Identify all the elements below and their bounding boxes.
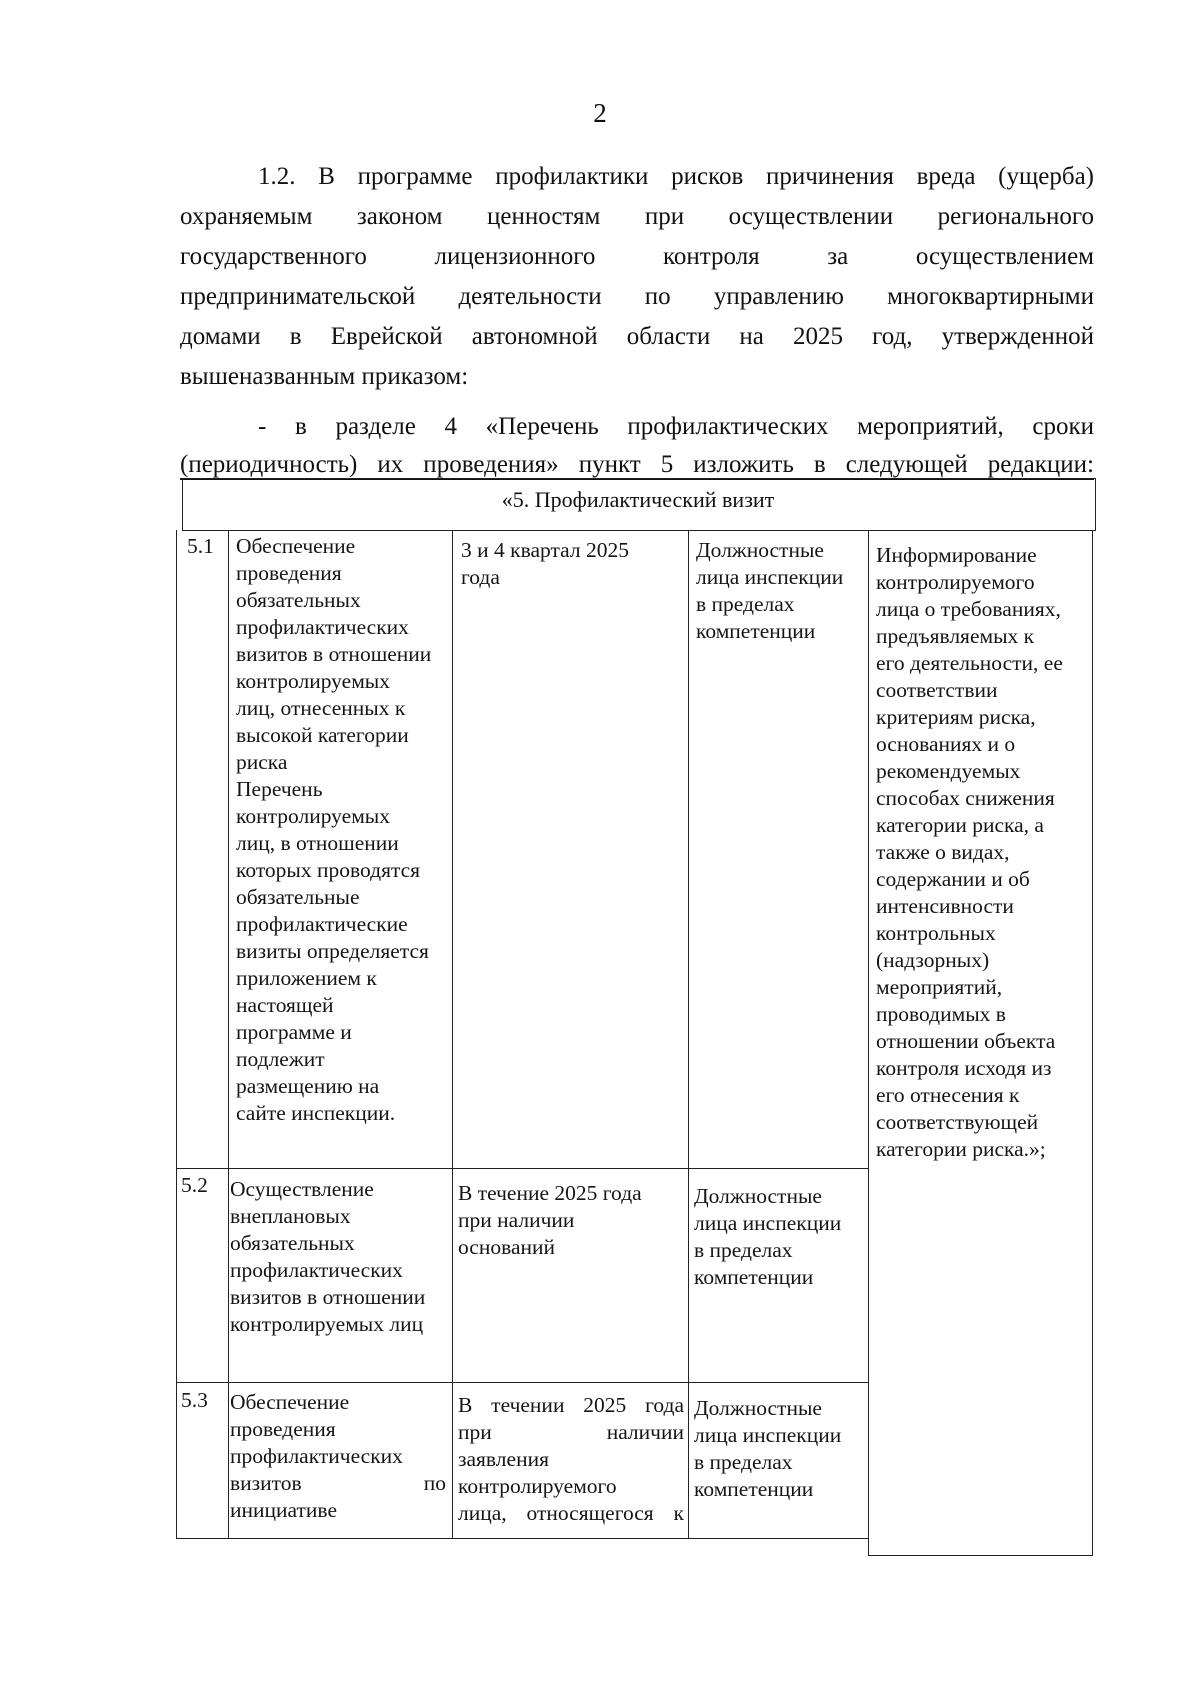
table-border bbox=[176, 1382, 868, 1383]
cell-line: 3 и 4 квартал 2025 bbox=[461, 538, 629, 562]
cell-line: риска bbox=[236, 750, 288, 774]
table-border bbox=[176, 530, 177, 1538]
cell-line: контролируемых bbox=[236, 804, 390, 828]
cell-line: предъявляемых к bbox=[876, 624, 1035, 648]
row-number: 5.3 bbox=[181, 1388, 208, 1412]
cell-line: визиты определяется bbox=[236, 939, 429, 963]
table-border bbox=[228, 530, 229, 1538]
cell-line: визитов по bbox=[230, 1471, 446, 1495]
cell-line: В течении 2025 года bbox=[458, 1393, 684, 1417]
table-border bbox=[176, 1538, 868, 1539]
table-border bbox=[182, 530, 1096, 531]
cell-line: его отнесения к bbox=[876, 1083, 1020, 1107]
cell-line: Осуществление bbox=[230, 1177, 374, 1201]
cell-line: в пределах bbox=[694, 1238, 793, 1262]
table-border bbox=[868, 1555, 1093, 1556]
table-border bbox=[688, 530, 689, 1538]
activity-cell bbox=[230, 1389, 446, 1524]
cell-line: основаниях и о bbox=[876, 732, 1016, 756]
cell-line: мероприятий, bbox=[876, 975, 1003, 999]
paragraph-line: 1.2. В программе профилактики рисков причинения вреда (ущерба) bbox=[258, 163, 1094, 190]
paragraph-line: (периодичность) их проведения» пункт 5 изложить в следующей редакции: bbox=[180, 451, 1094, 478]
cell-line: (надзорных) bbox=[876, 948, 990, 972]
cell-line: обязательных bbox=[230, 1231, 355, 1255]
cell-line: инициативе bbox=[230, 1498, 337, 1522]
cell-line: года bbox=[461, 565, 500, 589]
responsible-cell bbox=[696, 537, 866, 645]
cell-line: критериям риска, bbox=[876, 705, 1036, 729]
activity-cell bbox=[230, 1176, 448, 1338]
paragraph-line: охраняемым законом ценностям при осуществлении регионального bbox=[180, 203, 1094, 230]
row-number: 5.2 bbox=[181, 1173, 208, 1197]
cell-line: контроля исходя из bbox=[876, 1056, 1052, 1080]
table-border bbox=[176, 1168, 868, 1169]
cell-line: компетенции bbox=[696, 619, 816, 643]
paragraph-line: - в разделе 4 «Перечень профилактических мероприятий, сроки bbox=[258, 413, 1094, 440]
table-header: «5. Профилактический визит bbox=[501, 487, 775, 512]
cell-line: Обеспечение bbox=[236, 534, 356, 558]
cell-line: при наличии bbox=[458, 1420, 684, 1444]
cell-line: Информирование bbox=[876, 543, 1037, 567]
period-cell bbox=[458, 1392, 684, 1527]
cell-line: лиц, в отношении bbox=[236, 831, 399, 855]
cell-line: лиц, отнесенных к bbox=[236, 696, 406, 720]
cell-line: обязательных bbox=[236, 588, 361, 612]
cell-line: сайте инспекции. bbox=[236, 1101, 396, 1125]
cell-line: контролируемых bbox=[236, 669, 390, 693]
cell-line: соответствии bbox=[876, 678, 998, 702]
cell-line: лица, относящегося к bbox=[458, 1501, 684, 1525]
cell-line: профилактических bbox=[230, 1258, 403, 1282]
row-number: 5.1 bbox=[187, 534, 214, 558]
cell-line: заявления bbox=[458, 1447, 549, 1471]
cell-line: обязательные bbox=[236, 885, 360, 909]
paragraph-line: предпринимательской деятельности по управлению многоквартирными bbox=[180, 283, 1094, 310]
cell-line: программе и bbox=[236, 1020, 352, 1044]
cell-line: лица инспекции bbox=[696, 565, 844, 589]
cell-line: Должностные bbox=[694, 1396, 822, 1420]
table-border bbox=[182, 478, 1096, 479]
cell-line: лица инспекции bbox=[694, 1423, 842, 1447]
cell-line: профилактические bbox=[236, 912, 408, 936]
cell-line: рекомендуемых bbox=[876, 759, 1021, 783]
cell-line: приложением к bbox=[236, 966, 377, 990]
cell-line: соответствующей bbox=[876, 1110, 1039, 1134]
cell-line: категории риска, а bbox=[876, 813, 1044, 837]
paragraph-line: домами в Еврейской автономной области на 2025 год, утвержденной bbox=[180, 323, 1094, 350]
cell-line: категории риска.»; bbox=[876, 1137, 1046, 1161]
cell-line: проводимых в bbox=[876, 1002, 1006, 1026]
cell-line: лица о требованиях, bbox=[876, 597, 1061, 621]
paragraph-line: государственного лицензионного контроля за осуществлением bbox=[180, 243, 1094, 270]
cell-line: оснований bbox=[458, 1235, 556, 1259]
paragraph-amendment-intro bbox=[180, 157, 1094, 397]
cell-line: подлежит bbox=[236, 1047, 325, 1071]
paragraph-section-4-change bbox=[180, 408, 1094, 484]
cell-line: содержании и об bbox=[876, 867, 1030, 891]
cell-line: проведения bbox=[230, 1417, 336, 1441]
cell-line: способах снижения bbox=[876, 786, 1055, 810]
cell-line: контролируемого bbox=[458, 1474, 617, 1498]
cell-line: его деятельности, ее bbox=[876, 651, 1063, 675]
cell-line: интенсивности bbox=[876, 894, 1014, 918]
cell-line: Перечень bbox=[236, 777, 323, 801]
cell-line: размещению на bbox=[236, 1074, 380, 1098]
page-number: 2 bbox=[593, 98, 607, 128]
cell-line: компетенции bbox=[694, 1265, 814, 1289]
activity-cell bbox=[236, 533, 448, 1127]
paragraph-line: вышеназванным приказом: bbox=[180, 363, 469, 390]
responsible-cell bbox=[694, 1183, 866, 1291]
period-cell bbox=[461, 537, 685, 591]
cell-line: профилактических bbox=[236, 615, 409, 639]
cell-line: также о видах, bbox=[876, 840, 1010, 864]
cell-line: в пределах bbox=[694, 1450, 793, 1474]
table-border bbox=[868, 530, 869, 1555]
cell-line: профилактических bbox=[230, 1444, 403, 1468]
cell-line: визитов в отношении bbox=[236, 642, 432, 666]
cell-line: проведения bbox=[236, 561, 342, 585]
cell-line: внеплановых bbox=[230, 1204, 351, 1228]
cell-line: отношении объекта bbox=[876, 1029, 1056, 1053]
table-border bbox=[452, 530, 453, 1538]
cell-line: настоящей bbox=[236, 993, 334, 1017]
cell-line: компетенции bbox=[694, 1477, 814, 1501]
cell-line: Должностные bbox=[694, 1184, 822, 1208]
table-border bbox=[1092, 530, 1093, 1555]
cell-line: В течение 2025 года bbox=[458, 1181, 642, 1205]
cell-line: Обеспечение bbox=[230, 1390, 350, 1414]
table-border bbox=[1095, 478, 1096, 531]
cell-line: которых проводятся bbox=[236, 858, 421, 882]
cell-line: Должностные bbox=[696, 538, 824, 562]
period-cell bbox=[458, 1180, 684, 1261]
content-cell bbox=[876, 542, 1088, 1163]
cell-line: в пределах bbox=[696, 592, 795, 616]
cell-line: контрольных bbox=[876, 921, 996, 945]
cell-line: контролируемого bbox=[876, 570, 1035, 594]
cell-line: визитов в отношении bbox=[230, 1285, 426, 1309]
cell-line: высокой категории bbox=[236, 723, 409, 747]
cell-line: при наличии bbox=[458, 1208, 575, 1232]
cell-line: лица инспекции bbox=[694, 1211, 842, 1235]
cell-line: контролируемых лиц bbox=[230, 1312, 424, 1336]
responsible-cell bbox=[694, 1395, 866, 1503]
